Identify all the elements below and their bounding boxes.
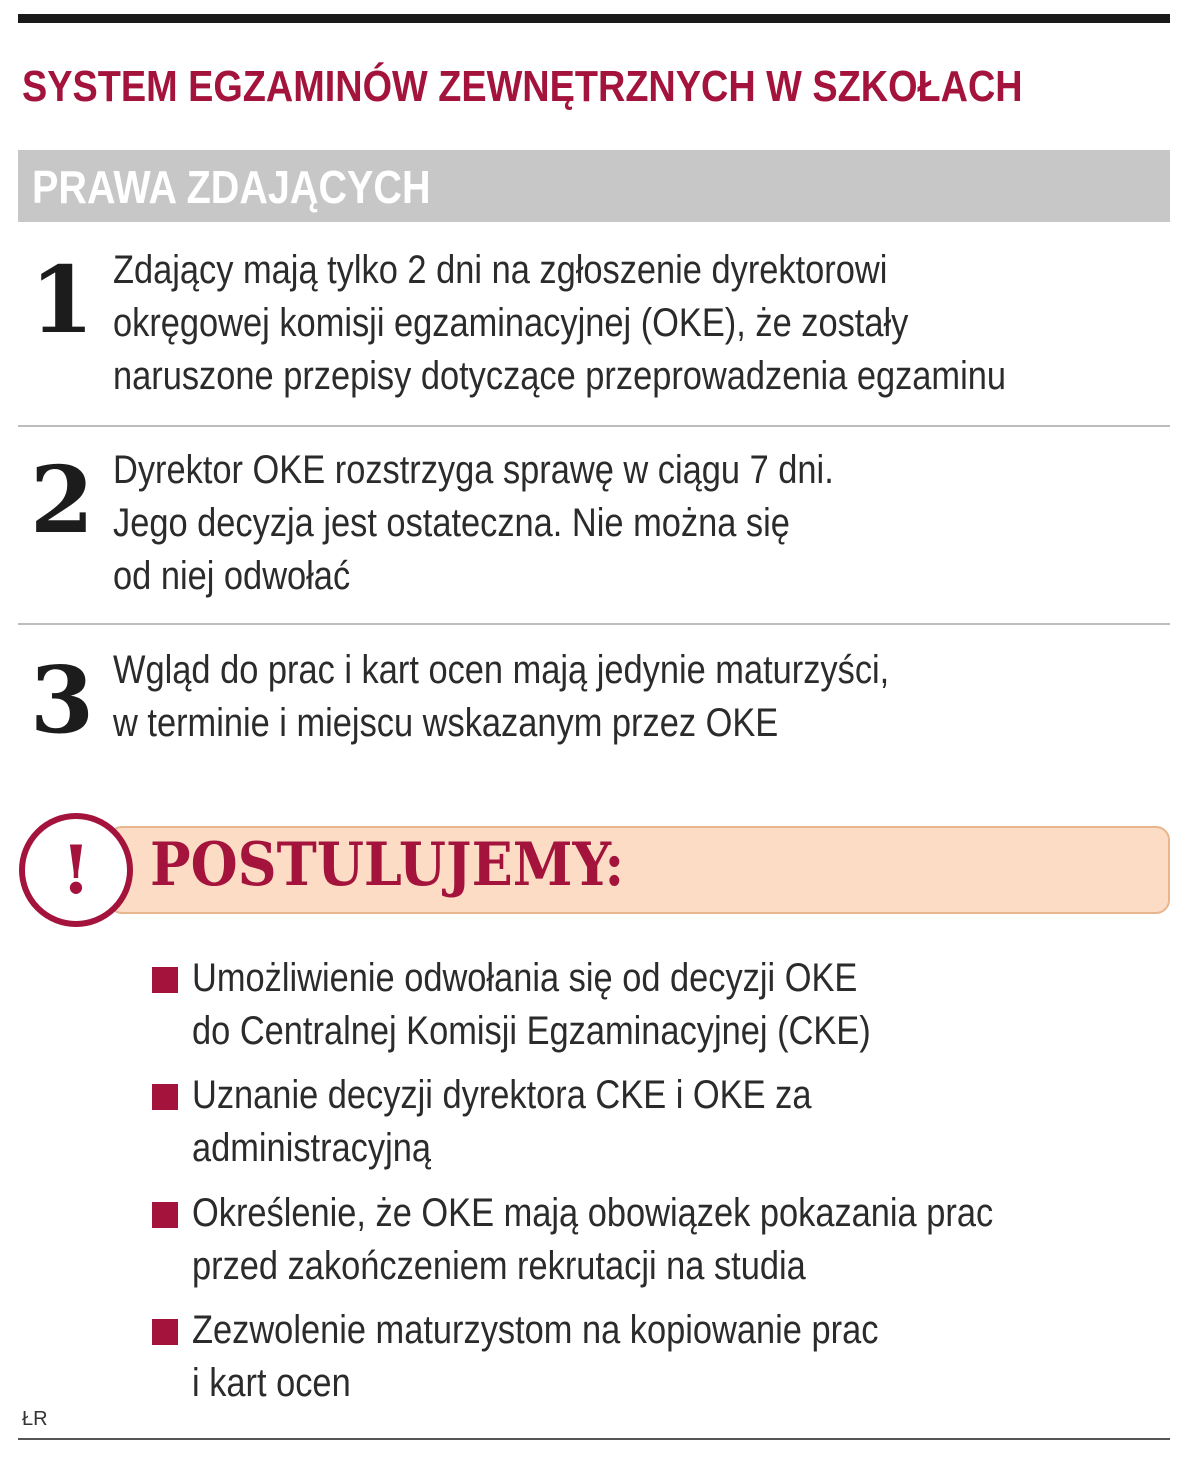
demand-text-line: Uznanie decyzji dyrektora CKE i OKE za [192, 1073, 812, 1117]
demand-text [192, 1069, 1181, 1175]
item-text-line: Dyrektor OKE rozstrzyga sprawę w ciągu 7 dni. [113, 448, 834, 492]
bullet-square-icon [152, 967, 178, 993]
section-header-bar [18, 150, 1170, 222]
bullet-square-icon [152, 1202, 178, 1228]
demand-item-1 [150, 952, 1170, 1062]
item-text-line: Wgląd do prac i kart ocen mają jedynie maturzyści, [113, 648, 890, 692]
demand-text-line: Umożliwienie odwołania się od decyzji OKE [192, 956, 858, 1000]
infographic-title: SYSTEM EGZAMINÓW ZEWNĘTRZNYCH W SZKOŁACH [22, 62, 1023, 111]
demands-title: POSTULUJEMY: [150, 830, 625, 900]
author-credit: ŁR [22, 1408, 48, 1430]
bottom-rule [18, 1438, 1170, 1440]
item-text-line: od niej odwołać [113, 554, 351, 598]
demand-item-4 [150, 1304, 1170, 1414]
item-text [113, 644, 1171, 750]
item-text [113, 244, 1171, 403]
divider [18, 425, 1170, 427]
demand-text [192, 952, 1181, 1058]
right-item-2 [18, 442, 1170, 622]
exclamation-glyph: ! [61, 831, 91, 909]
top-rule [18, 14, 1170, 23]
demand-text-line: Określenie, że OKE mają obowiązek pokazania prac [192, 1191, 994, 1235]
demand-text-line: Zezwolenie maturzystom na kopiowanie prac [192, 1308, 879, 1352]
demand-text [192, 1187, 1181, 1293]
section-title: PRAWA ZDAJĄCYCH [32, 161, 431, 213]
right-item-1 [18, 240, 1170, 420]
demand-text-line: i kart ocen [192, 1361, 351, 1405]
item-text-line: Jego decyzja jest ostateczna. Nie można się [113, 501, 790, 545]
demand-item-2 [150, 1069, 1170, 1179]
item-text-line: naruszone przepisy dotyczące przeprowadzenia egzaminu [113, 354, 1006, 398]
item-text [113, 444, 1171, 603]
demand-text-line: do Centralnej Komisji Egzaminacyjnej (CKE) [192, 1009, 871, 1053]
right-item-3 [18, 642, 1170, 772]
bullet-square-icon [152, 1319, 178, 1345]
demand-text [192, 1304, 1181, 1410]
exclamation-icon [19, 813, 133, 927]
item-number: 2 [30, 446, 95, 554]
demand-text-line: administracyjną [192, 1126, 431, 1170]
divider [18, 623, 1170, 625]
item-number: 1 [30, 246, 95, 354]
item-text-line: Zdający mają tylko 2 dni na zgłoszenie dyrektorowi [113, 248, 888, 292]
item-text-line: w terminie i miejscu wskazanym przez OKE [113, 701, 779, 745]
item-number: 3 [30, 646, 95, 754]
item-text-line: okręgowej komisji egzaminacyjnej (OKE), że zostały [113, 301, 909, 345]
demand-text-line: przed zakończeniem rekrutacji na studia [192, 1244, 806, 1288]
demand-item-3 [150, 1187, 1170, 1297]
bullet-square-icon [152, 1084, 178, 1110]
